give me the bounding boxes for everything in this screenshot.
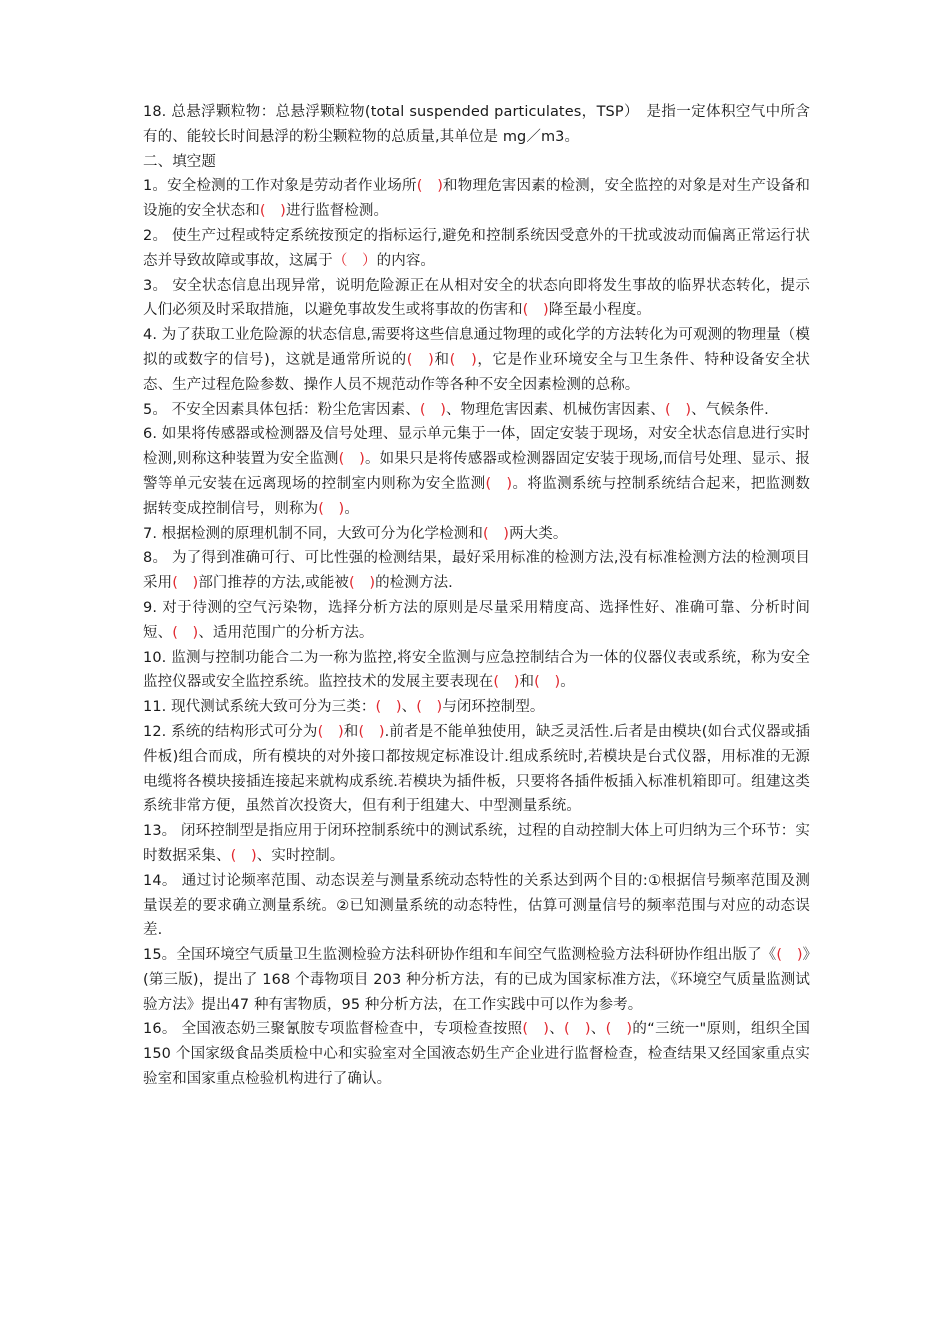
text-run: 、: [401, 699, 417, 716]
text-run: 与闭环控制型。: [442, 699, 545, 716]
answer-blank: ( ): [564, 1021, 591, 1038]
answer-blank: ( ): [485, 475, 513, 492]
answer-blank: ( ): [449, 351, 477, 368]
question-f8: [143, 546, 810, 596]
text-run: 。将监测系统与控制系统结合起来，把监测数据转变成控制信号，则称为: [143, 475, 810, 517]
question-f16: [143, 1017, 810, 1091]
text-run: 两大类。: [509, 525, 568, 542]
question-f15: [143, 943, 810, 1017]
text-run: 二、填空题: [143, 153, 216, 170]
answer-blank: ( ): [482, 525, 510, 542]
text-run: 13。 闭环控制型是指应用于闭环控制系统中的测试系统，过程的自动控制大体上可归纳为三个环节：实时数据采集、: [143, 823, 810, 864]
answer-blank: ( ): [375, 699, 402, 716]
text-run: 和: [343, 723, 359, 740]
answer-blank: ( ): [259, 203, 286, 220]
text-run: 的“三统一"原则，组织全国 150 个国家级食品类质检中心和实验室对全国液态奶生产企业进行监督检查，检查结果又经国家重点实验室和国家重点检验机构进行了确认。: [143, 1021, 811, 1088]
text-run: 》(第三版)，提出了 168 个毒物项目 203 种分析方法，有的已成为国家标准方法，《环境空气质量监测试验方法》提出47 种有害物质，95 种分析方法，在工作实践中可以作为参考。: [143, 947, 810, 1013]
question-f14: [143, 869, 810, 943]
text-run: 7. 根据检测的原理机制不同，大致可分为化学检测和: [143, 525, 483, 542]
answer-blank: ( ): [358, 723, 385, 740]
text-run: 。如果只是将传感器或检测器固定安装于现场,而信号处理、显示、报警等单元安装在远离现场的控制室内则称为安全监测: [143, 451, 810, 492]
text-run: 8。 为了得到准确可行、可比性强的检测结果，最好采用标准的检测方法,没有标准检测方法的检测项目采用: [143, 550, 810, 592]
question-f4: [143, 323, 810, 397]
answer-blank: （ ）: [332, 252, 377, 269]
text-run: 进行监督检测。: [285, 203, 389, 220]
answer-blank: ( ): [493, 674, 520, 691]
text-run: 6. 如果将传感器或检测器及信号处理、显示单元集于一体，固定安装于现场，对安全状态信息进行实时检测,则称这种装置为安全监测: [143, 426, 810, 468]
answer-blank: ( ): [338, 451, 365, 468]
answer-blank: ( ): [416, 178, 443, 195]
text-run: 和: [433, 351, 450, 368]
document-body: [143, 100, 810, 1092]
text-run: 的检测方法.: [375, 575, 453, 592]
text-run: 、适用范围广的分析方法。: [198, 624, 374, 641]
text-run: 。: [344, 500, 359, 517]
question-q18: [143, 100, 810, 150]
question-f9: [143, 596, 810, 646]
text-run: 10. 监测与控制功能合二为一称为监控,将安全监测与应急控制结合为一体的仪器仪表或系统，称为安全监控仪器或安全监控系统。监控技术的发展主要表现在: [143, 649, 810, 691]
question-f6: [143, 422, 810, 521]
text-run: 12. 系统的结构形式可分为: [143, 723, 318, 740]
question-f13: [143, 819, 810, 869]
answer-blank: ( ): [605, 1021, 633, 1038]
text-run: 16。 全国液态奶三聚氰胺专项监督检查中，专项检查按照: [143, 1021, 523, 1038]
answer-blank: ( ): [522, 302, 549, 319]
answer-blank: ( ): [406, 351, 434, 368]
answer-blank: ( ): [534, 674, 561, 691]
text-run: 、实时控制。: [256, 847, 345, 864]
text-run: 14。 通过讨论频率范围、动态误差与测量系统动态特性的关系达到两个目的:①根据信号频率范围及测量误差的要求确立测量系统。②已知测量系统的动态特性，估算可测量信号的频率范围与对应的动态误差.: [143, 872, 810, 939]
question-f10: [143, 646, 810, 696]
text-run: 、气候条件.: [691, 401, 769, 418]
text-run: 。: [560, 674, 575, 691]
question-f5: [143, 398, 810, 423]
answer-blank: ( ): [172, 624, 199, 641]
answer-blank: ( ): [664, 401, 692, 418]
text-run: 4. 为了获取工业危险源的状态信息,需要将这些信息通过物理的或化学的方法转化为可观测的物理量（模拟的或数字的信号)，这就是通常所说的: [143, 327, 810, 368]
answer-blank: ( ): [776, 947, 803, 964]
answer-blank: ( ): [522, 1021, 549, 1038]
text-run: 5。 不安全因素具体包括：粉尘危害因素、: [143, 401, 420, 418]
text-run: 、: [548, 1021, 565, 1038]
question-f1: [143, 174, 810, 224]
text-run: 1。安全检测的工作对象是劳动者作业场所: [143, 178, 417, 195]
text-run: ，它是作业环境安全与卫生条件、特种设备安全状态、生产过程危险参数、操作人员不规范动作等各种不安全因素检测的总称。: [143, 351, 810, 393]
text-run: 15。全国环境空气质量卫生监测检验方法科研协作组和车间空气监测检验方法科研协作组出版了《: [143, 947, 777, 964]
question-f11: [143, 695, 810, 720]
section-heading: [143, 150, 810, 175]
text-run: 9. 对于待测的空气污染物，选择分析方法的原则是尽量采用精度高、选择性好、准确可靠、分析时间短、: [143, 599, 810, 641]
answer-blank: ( ): [317, 723, 344, 740]
text-run: 、: [590, 1021, 606, 1038]
question-f12: [143, 720, 810, 819]
question-f3: [143, 274, 810, 324]
question-f7: [143, 522, 810, 547]
text-run: 11. 现代测试系统大致可分为三类：: [143, 699, 376, 716]
answer-blank: ( ): [419, 401, 446, 418]
text-run: 3。 安全状态信息出现异常，说明危险源正在从相对安全的状态向即将发生事故的临界状态转化，提示人们必须及时采取措施，以避免事故发生或将事故的伤害和: [143, 277, 810, 319]
text-run: .前者是不能单独使用，缺乏灵活性.后者是由模块(如台式仪器或插件板)组合而成，所有模块的对外接口都按规定标准设计.组成系统时,若模块是台式仪器，用标准的无源电缆将各模块接插连接起来就构成系统.若模块为插件板，只要将各插件板插入标准机箱即可。组建这类系统非常方便，虽然首次投资大，但有利于组建大、中型测量系统。: [143, 723, 810, 815]
text-run: 降至最小程度。: [548, 302, 651, 319]
text-run: 2。 使生产过程或特定系统按预定的指标运行,避免和控制系统因受意外的干扰或波动而偏离正常运行状态并导致故障或事故，这属于: [143, 227, 810, 269]
text-run: 和: [519, 674, 535, 691]
answer-blank: ( ): [230, 847, 257, 864]
text-run: 部门推荐的方法,或能被: [198, 575, 350, 592]
answer-blank: ( ): [416, 699, 443, 716]
answer-blank: ( ): [349, 575, 376, 592]
text-run: 18. 总悬浮颗粒物：总悬浮颗粒物(total suspended particulates，TSP） 是指一定体积空气中所含有的、能较长时间悬浮的粉尘颗粒物的总质量,其单位是 mg／m3。: [143, 104, 810, 145]
text-run: 、物理危害因素、机械伤害因素、: [445, 401, 665, 418]
question-f2: [143, 224, 810, 274]
text-run: 和物理危害因素的检测，安全监控的对象是对生产设备和设施的安全状态和: [143, 178, 811, 220]
answer-blank: ( ): [318, 500, 345, 517]
text-run: 的内容。: [376, 252, 436, 269]
answer-blank: ( ): [172, 575, 199, 592]
